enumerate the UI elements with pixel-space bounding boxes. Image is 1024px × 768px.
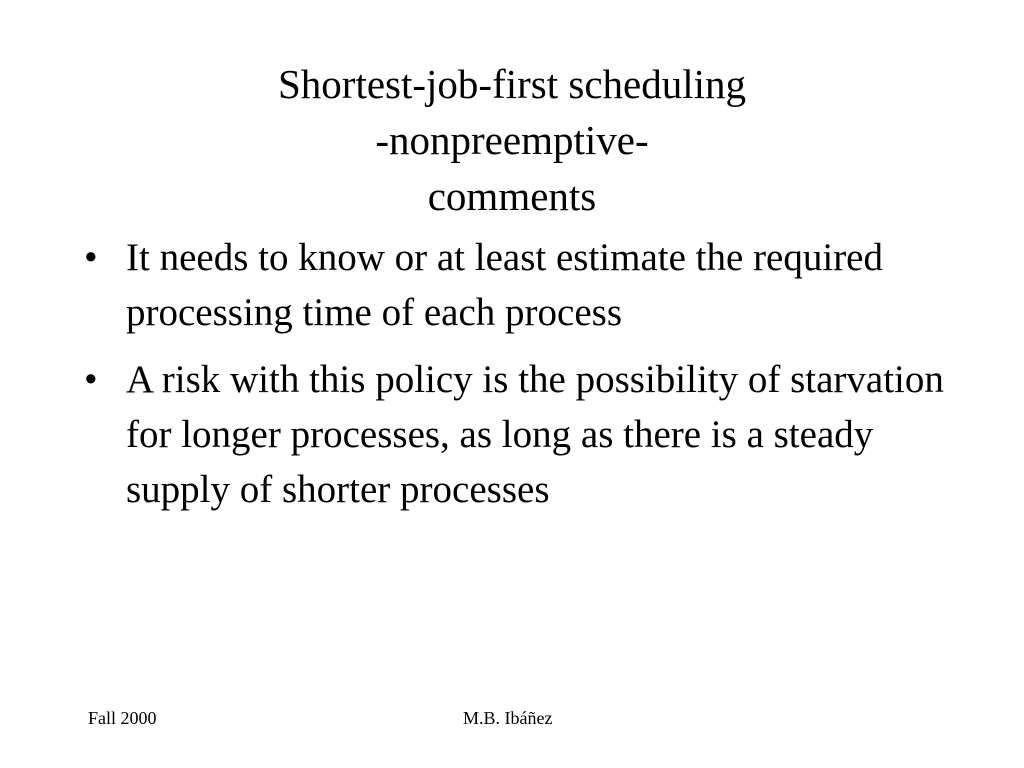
footer-date: Fall 2000 xyxy=(88,708,157,728)
bullet-list xyxy=(84,230,984,529)
title-line-2: -nonpreemptive- xyxy=(375,117,649,163)
title-line-1: Shortest-job-first scheduling xyxy=(277,61,747,107)
bullet-text: It needs to know or at least estimate the required processing time of each process xyxy=(126,236,883,334)
bullet-item xyxy=(84,352,984,517)
title-line-3: comments xyxy=(427,173,597,219)
bullet-marker: • xyxy=(84,236,98,279)
bullet-text: A risk with this policy is the possibility of starvation for longer processes, as long as there is a steady supply of shorter processes xyxy=(126,358,944,511)
footer-author: M.B. Ibáñez xyxy=(463,708,553,728)
bullet-marker: • xyxy=(84,358,98,401)
slide-title xyxy=(0,56,1024,224)
bullet-item xyxy=(84,230,984,340)
